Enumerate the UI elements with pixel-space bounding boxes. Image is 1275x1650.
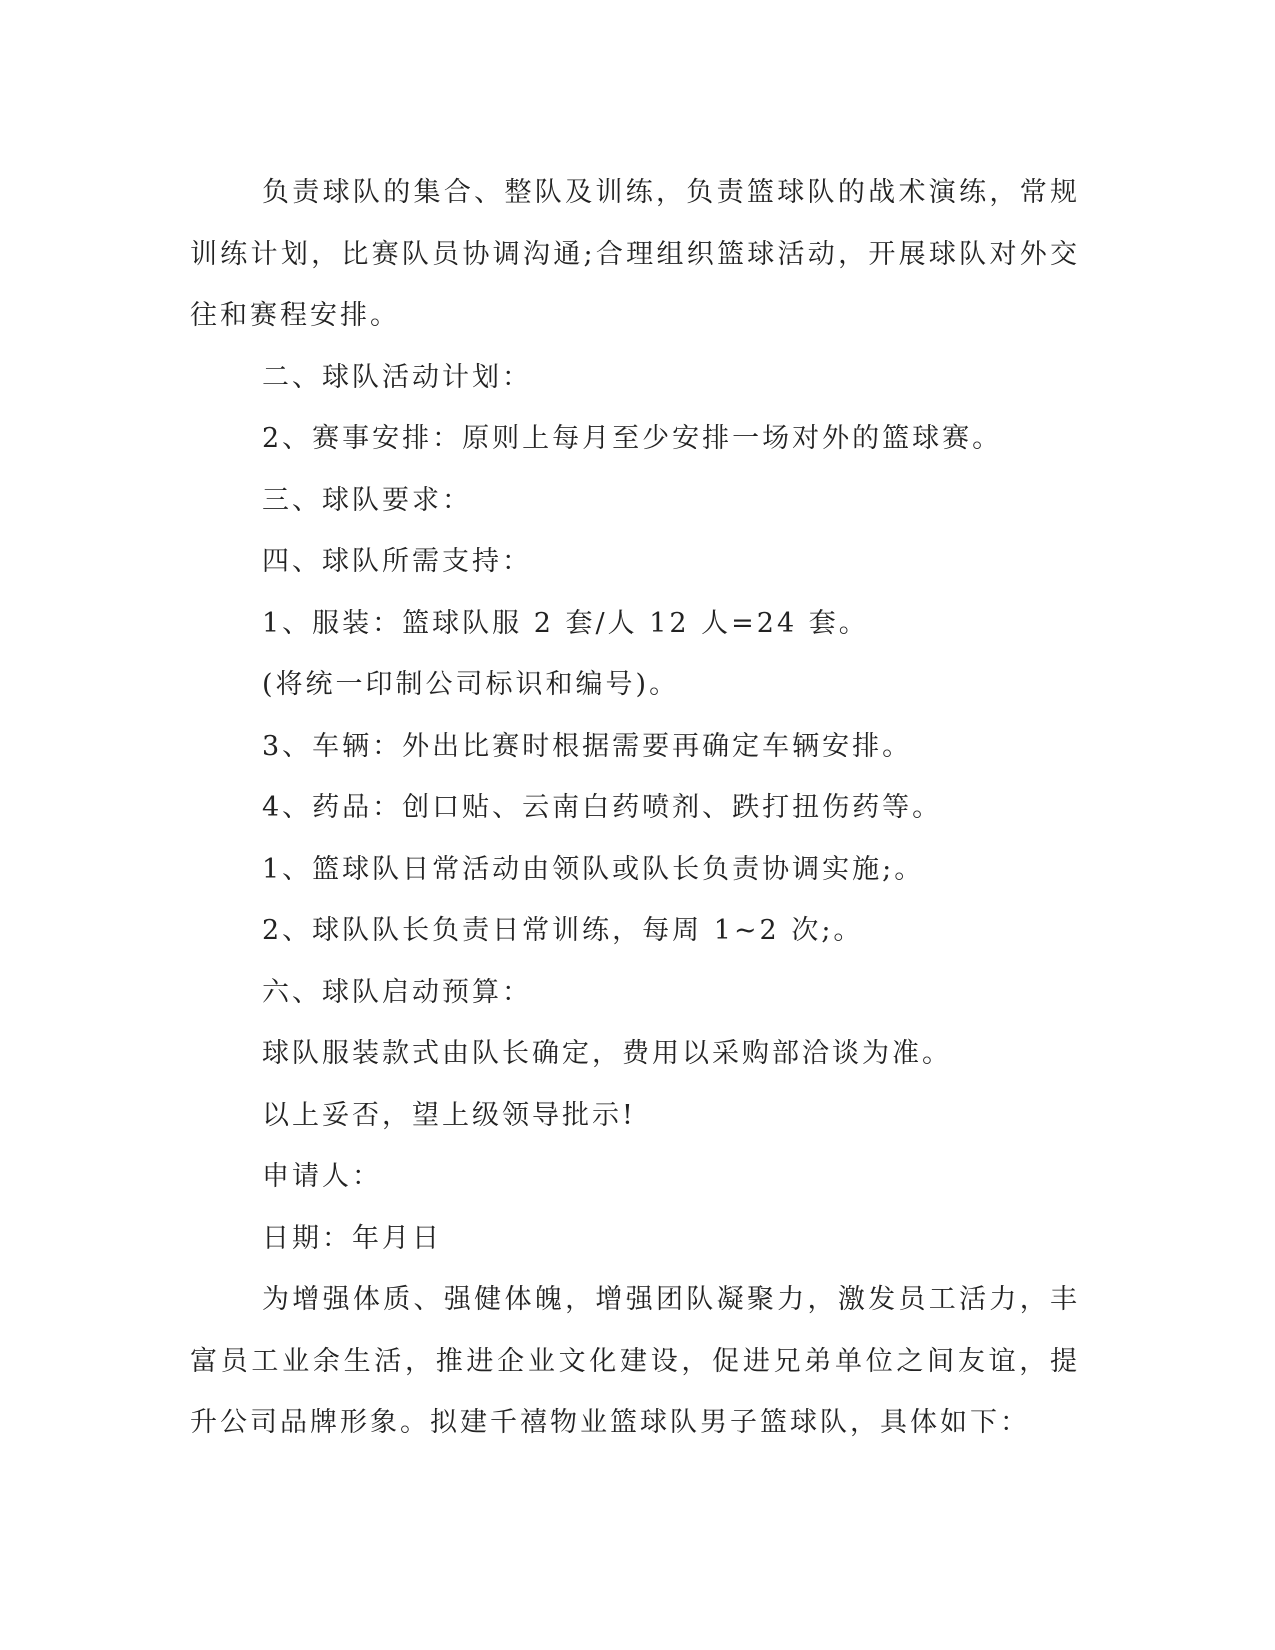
date-line: 日期：年月日: [262, 1222, 442, 1254]
item-daily-activities: 1、篮球队日常活动由领队或队长负责协调实施;。: [262, 853, 925, 885]
item-uniforms: 1、服装：篮球队服 2 套/人 12 人=24 套。: [262, 607, 869, 639]
item-vehicles: 3、车辆：外出比赛时根据需要再确定车辆安排。: [262, 730, 913, 762]
item-medicine: 4、药品：创口贴、云南白药喷剂、跌打扭伤药等。: [262, 792, 943, 823]
heading-startup-budget: 六、球队启动预算：: [262, 976, 532, 1008]
approval-request: 以上妥否，望上级领导批示!: [262, 1099, 636, 1131]
paragraph-team-duties: 负责球队的集合、整队及训练，负责篮球队的战术演练，常规训练计划，比赛队员协调沟通;合理组织篮球活动，开展球队对外交往和赛程安排。: [190, 177, 1080, 331]
item-match-schedule: 2、赛事安排：原则上每月至少安排一场对外的篮球赛。: [262, 423, 1003, 454]
item-training-frequency: 2、球队队长负责日常训练，每周 1~2 次;。: [262, 915, 864, 946]
paragraph-purpose: 为增强体质、强健体魄，增强团队凝聚力，激发员工活力，丰富员工业余生活，推进企业文化建设，促进兄弟单位之间友谊，提升公司品牌形象。拟建千禧物业篮球队男子篮球队，具体如下：: [190, 1284, 1080, 1438]
heading-support-needed: 四、球队所需支持：: [262, 546, 532, 577]
item-uniform-note: (将统一印制公司标识和编号)。: [262, 669, 680, 700]
heading-activity-plan: 二、球队活动计划：: [262, 361, 532, 393]
item-uniform-style: 球队服装款式由队长确定，费用以采购部洽谈为准。: [262, 1038, 952, 1069]
heading-team-requirements: 三、球队要求：: [262, 484, 472, 516]
applicant-line: 申请人：: [262, 1161, 382, 1192]
document-body: [190, 162, 1080, 1454]
